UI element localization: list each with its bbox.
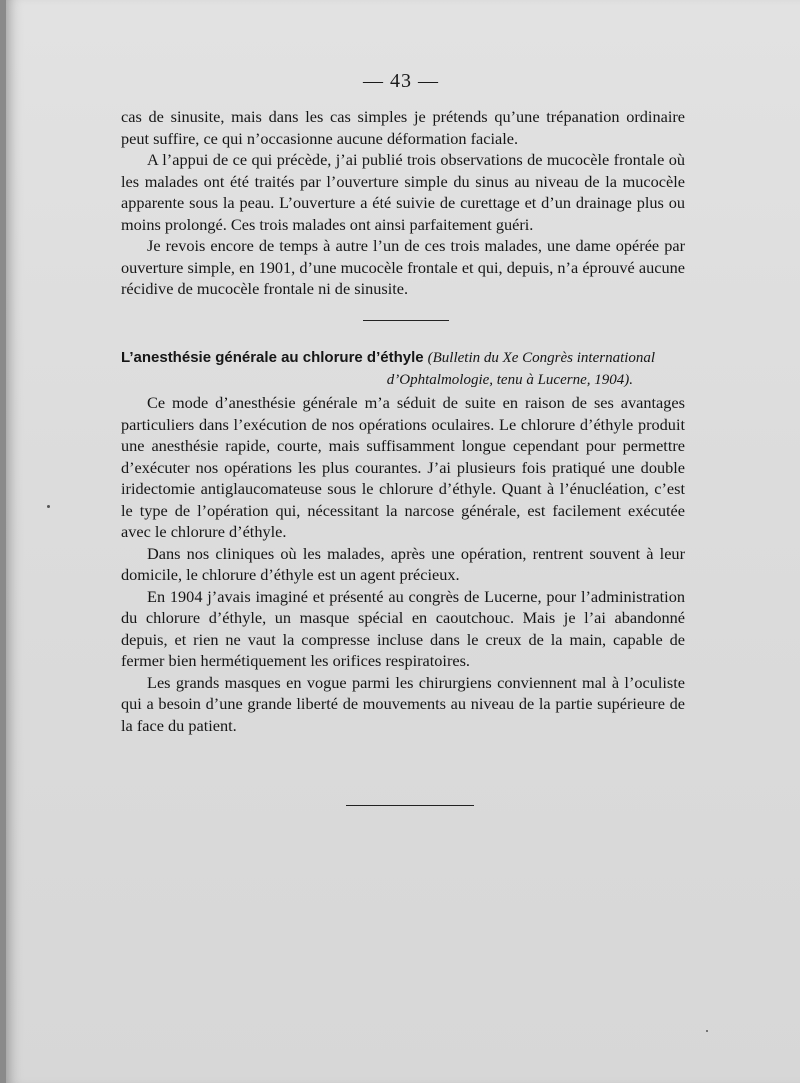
heading-title: L’anesthésie générale au chlorure d’éthyle [121, 349, 424, 366]
paragraph: Je revois encore de temps à autre l’un de ces trois malades, une dame opérée par ouverture simple, en 1901, d’une mucocèle frontale et qui, depuis, n’a éprouvé aucune récidive de mucocèle frontale ni de sinusite. [121, 236, 685, 298]
paragraph: Ce mode d’anesthésie générale m’a séduit de suite en raison de ses avantages particuliers dans l’exécution de nos opérations oculaires. Le chlorure d’éthyle produit une anesthésie rapide, courte, mais suffisamment longue cependant pour permettre d’exécuter nos opérations les plus courantes. J’ai plusieurs fois pratiqué une double iridectomie antiglaucomateuse sous le chlorure d’éthyle. Quant à l’énucléation, c’est le type de l’opération qui, nécessitant la narcose générale, est facilement exécutée avec le chlorure d’éthyle. [121, 393, 685, 541]
section-heading [121, 347, 685, 391]
paragraph: Dans nos cliniques où les malades, après une opération, rentrent souvent à leur domicile, le chlorure d’éthyle est un agent précieux. [121, 543, 685, 584]
paper-speck [706, 1030, 708, 1032]
paragraph: En 1904 j’avais imaginé et présenté au congrès de Lucerne, pour l’administration du chlorure d’éthyle, un masque spécial en caoutchouc. Mais je l’ai abandonné depuis, et rien ne vaut la compresse incluse dans le creux de la main, capable de fermer bien hermétiquement les orifices respiratoires. [121, 586, 685, 670]
paragraph: cas de sinusite, mais dans les cas simples je prétends qu’une trépanation ordinaire peut suffire, ce qui n’occasionne aucune déformation faciale. [121, 107, 685, 148]
heading-reference: (Bulletin du Xe Congrès international [427, 350, 656, 366]
page-number: — 43 — [363, 70, 439, 92]
end-divider [346, 805, 474, 806]
paper-speck [47, 505, 50, 508]
section-body [121, 392, 685, 736]
document-page [6, 0, 800, 1083]
heading-line-1 [121, 347, 685, 369]
heading-reference-continued: d’Ophtalmologie, tenu à Lucerne, 1904). [386, 372, 633, 388]
paragraph: Les grands masques en vogue parmi les chirurgiens conviennent mal à l’oculiste qui a besoin d’une grande liberté de mouvements au niveau de la partie supérieure de la face du patient. [121, 672, 685, 735]
section-divider [363, 320, 449, 321]
section-continuation [121, 106, 685, 300]
paragraph: A l’appui de ce qui précède, j’ai publié trois observations de mucocèle frontale où les malades ont été traités par l’ouverture simple du sinus au niveau de la mucocèle apparente sous la peau. L’ouverture a été suivie de curettage et d’un drainage plus ou moins prolongé. Ces trois malades ont ainsi parfaitement guéri. [121, 150, 685, 234]
heading-line-2 [121, 369, 685, 391]
